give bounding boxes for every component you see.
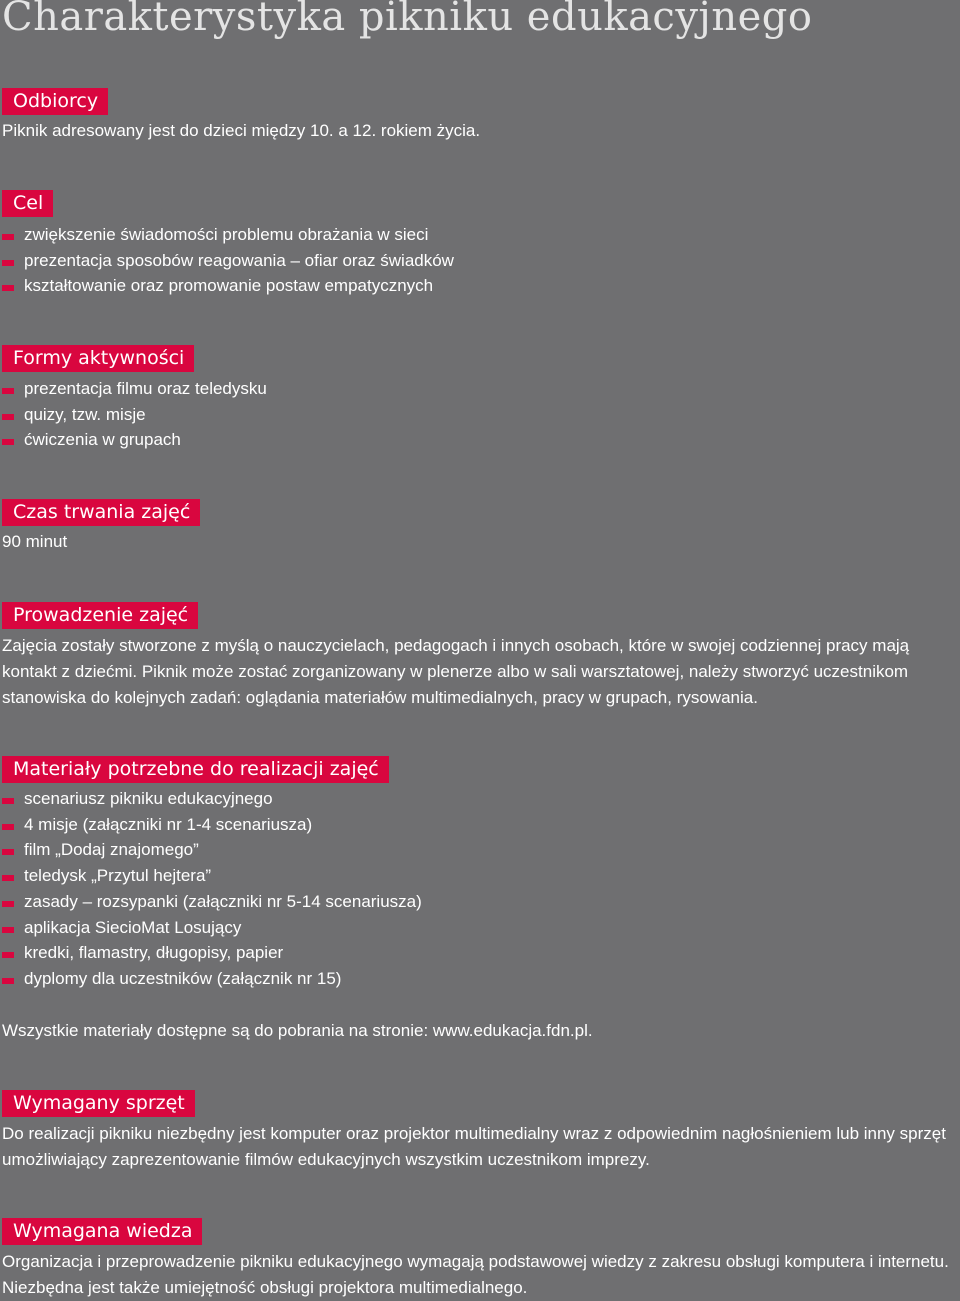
section-heading: Cel [2, 190, 53, 217]
bullet-icon [2, 388, 14, 394]
section-czas [0, 499, 960, 555]
section-heading: Czas trwania zajęć [2, 499, 200, 526]
list-item: scenariusz pikniku edukacyjnego [0, 786, 960, 812]
bullet-icon [2, 927, 14, 933]
bullet-icon [2, 875, 14, 881]
bullet-icon [2, 260, 14, 266]
materials-note: Wszystkie materiały dostępne są do pobrania na stronie: www.edukacja.fdn.pl. [2, 1020, 593, 1040]
list-item: dyplomy dla uczestników (załącznik nr 15) [0, 966, 960, 992]
list-item: prezentacja filmu oraz teledysku [0, 376, 960, 402]
bullet-list [0, 376, 960, 453]
bullet-list [0, 222, 960, 299]
section-heading: Wymagany sprzęt [2, 1090, 195, 1117]
list-item: quizy, tzw. misje [0, 402, 960, 428]
section-text: Zajęcia zostały stworzone z myślą o nauczycielach, pedagogach i innych osobach, które w swojej codziennej pracy mają kontakt z dziećmi. Piknik może zostać zorganizowany w plenerze albo w sali warsztatowej, należy stworzyć uczestnikom stanowiska do kolejnych zadań: oglądania materiałów multimedialnych, pracy w grupach, rysowania. [2, 636, 910, 707]
list-item: teledysk „Przytul hejtera” [0, 863, 960, 889]
section-cel [0, 190, 960, 299]
section-sprzet [0, 1090, 960, 1173]
page-title: Charakterystyka pikniku edukacyjnego [2, 0, 813, 40]
bullet-icon [2, 798, 14, 804]
section-formy [0, 345, 960, 453]
list-item: kształtowanie oraz promowanie postaw empatycznych [0, 273, 960, 299]
section-odbiorcy [0, 88, 960, 144]
section-heading: Wymagana wiedza [2, 1218, 202, 1245]
section-text: Do realizacji pikniku niezbędny jest komputer oraz projektor multimedialny wraz z odpowiednim nagłośnieniem lub inny sprzęt umożliwiający zaprezentowanie filmów edukacyjnych wszystkim uczestnikom imprezy. [2, 1124, 946, 1169]
section-heading: Materiały potrzebne do realizacji zajęć [2, 756, 389, 783]
section-heading: Formy aktywności [2, 345, 194, 372]
section-heading: Prowadzenie zajęć [2, 602, 198, 629]
list-item: zwiększenie świadomości problemu obrażania w sieci [0, 222, 960, 248]
list-item: ćwiczenia w grupach [0, 427, 960, 453]
bullet-icon [2, 952, 14, 958]
section-wiedza [0, 1218, 960, 1301]
section-text: Organizacja i przeprowadzenie pikniku edukacyjnego wymagają podstawowej wiedzy z zakresu obsługi komputera i internetu. Niezbędna jest także umiejętność obsługi projektora multimedialnego. [2, 1252, 949, 1297]
list-item: 4 misje (załączniki nr 1-4 scenariusza) [0, 812, 960, 838]
bullet-icon [2, 824, 14, 830]
list-item: prezentacja sposobów reagowania – ofiar oraz świadków [0, 248, 960, 274]
bullet-icon [2, 978, 14, 984]
bullet-icon [2, 439, 14, 445]
bullet-icon [2, 849, 14, 855]
list-item: aplikacja SiecioMat Losujący [0, 915, 960, 941]
bullet-icon [2, 285, 14, 291]
list-item: kredki, flamastry, długopisy, papier [0, 940, 960, 966]
section-text: 90 minut [2, 532, 68, 551]
list-item: film „Dodaj znajomego” [0, 837, 960, 863]
section-heading: Odbiorcy [2, 88, 108, 115]
bullet-icon [2, 414, 14, 420]
section-materialy [0, 756, 960, 1044]
bullet-icon [2, 234, 14, 240]
section-prowadzenie [0, 602, 960, 711]
list-item: zasady – rozsypanki (załączniki nr 5-14 scenariusza) [0, 889, 960, 915]
bullet-list [0, 786, 960, 992]
bullet-icon [2, 901, 14, 907]
section-text: Piknik adresowany jest do dzieci między 10. a 12. rokiem życia. [2, 121, 481, 140]
